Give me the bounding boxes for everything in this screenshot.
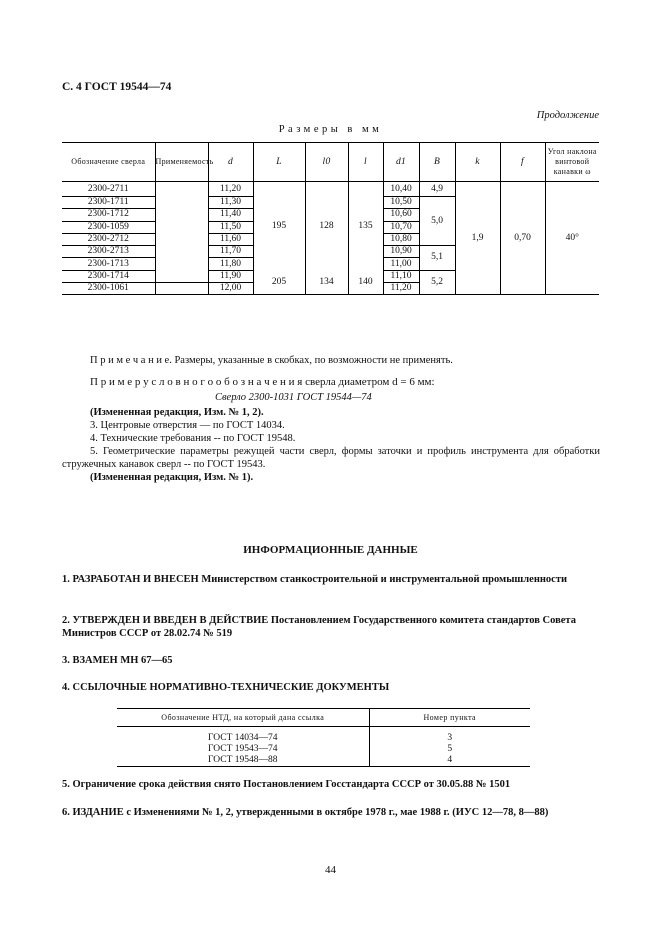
info-item-5: 5. Ограничение срока действия снято Постановлением Госстандарта СССР от 30.05.88 № 1501 — [62, 779, 511, 790]
page-number: 44 — [325, 864, 336, 876]
table-row: 2300-1059 11,50 10,70 — [62, 221, 599, 233]
revision-note-1: (Измененная редакция, Изм. № 1, 2). — [90, 407, 264, 418]
paragraph-3: 3. Центровые отверстия — по ГОСТ 14034. — [90, 420, 285, 431]
info-item-3: 3. ВЗАМЕН МН 67—65 — [62, 655, 173, 666]
ref-col-header-doc: Обозначение НТД, на который дана ссылка — [117, 709, 369, 727]
table-row: ГОСТ 14034—74 3 — [117, 733, 530, 744]
page-header: С. 4 ГОСТ 19544—74 — [62, 81, 172, 93]
table-row: 2300-1713 11,80 11,00 — [62, 258, 599, 270]
info-section-title: ИНФОРМАЦИОННЫЕ ДАННЫЕ — [243, 544, 418, 556]
col-header-L: L — [253, 143, 305, 182]
info-item-2: 2. УТВЕРЖДЕН И ВВЕДЕН В ДЕЙСТВИЕ Постановлением Государственного комитета стандартов Совета Министров СССР от 28.02.74 № 519 — [62, 615, 576, 639]
info-item-1: 1. РАЗРАБОТАН И ВНЕСЕН Министерством станкостроительной и инструментальной промышленности — [62, 574, 568, 585]
info-item-4: 4. ССЫЛОЧНЫЕ НОРМАТИВНО-ТЕХНИЧЕСКИЕ ДОКУМЕНТЫ — [62, 682, 390, 693]
table-row: 2300-2712 11,60 10,80 — [62, 233, 599, 245]
col-header-d1: d1 — [383, 143, 419, 182]
revision-note-2: (Измененная редакция, Изм. № 1). — [90, 472, 254, 483]
paragraph-5: 5. Геометрические параметры режущей части сверл, формы заточки и профиль инструмента для обработки стружечных канавок сверл -- по ГОСТ 19543. — [62, 446, 600, 470]
continuation-label: Продолжение — [536, 110, 599, 121]
table-row: ГОСТ 19543—74 5 — [117, 744, 530, 755]
col-header-l0: l0 — [305, 143, 348, 182]
table-note: П р и м е ч а н и е. Размеры, указанные в скобках, по возможности не применять. — [90, 355, 453, 366]
table-row: 2300-1714 11,90 205 134 140 11,10 5,2 — [62, 270, 599, 282]
table-row: 2300-1711 11,30 10,50 5,0 — [62, 197, 599, 209]
col-header-code: Обозначение сверла — [62, 143, 155, 182]
col-header-d: d — [208, 143, 253, 182]
table-row: 2300-2713 11,70 10,90 5,1 — [62, 246, 599, 258]
col-header-applicability: Применяемость — [155, 143, 208, 182]
table-row: 2300-1712 11,40 10,60 — [62, 209, 599, 221]
col-header-k: k — [455, 143, 500, 182]
designation-example-code: Сверло 2300-1031 ГОСТ 19544—74 — [215, 392, 372, 403]
col-header-f: f — [500, 143, 545, 182]
ref-col-header-item: Номер пункта — [369, 709, 530, 727]
table-row: 2300-2711 11,20 195 128 135 10,40 4,9 1,9 0,70 40° — [62, 182, 599, 197]
col-header-l: l — [348, 143, 383, 182]
table-header-row — [117, 709, 530, 727]
info-item-6: 6. ИЗДАНИЕ с Изменениями № 1, 2, утвержденными в октябре 1978 г., мае 1988 г. (ИУС 12—78, 8—88) — [62, 807, 549, 818]
dimensions-table — [62, 142, 599, 295]
table-row: 2300-1061 12,00 11,20 — [62, 283, 599, 295]
table-row: ГОСТ 19548—88 4 — [117, 755, 530, 767]
reference-docs-table — [117, 708, 530, 767]
paragraph-4: 4. Технические требования -- по ГОСТ 19548. — [90, 433, 296, 444]
designation-example: П р и м е р у с л о в н о г о о б о з н а ч е н и я сверла диаметром d = 6 мм: — [90, 376, 435, 388]
col-header-B: B — [419, 143, 455, 182]
table-header-row — [62, 143, 599, 182]
col-header-angle: Угол наклона винтовой канавки ω — [545, 143, 599, 182]
units-caption: Размеры в мм — [278, 124, 383, 135]
